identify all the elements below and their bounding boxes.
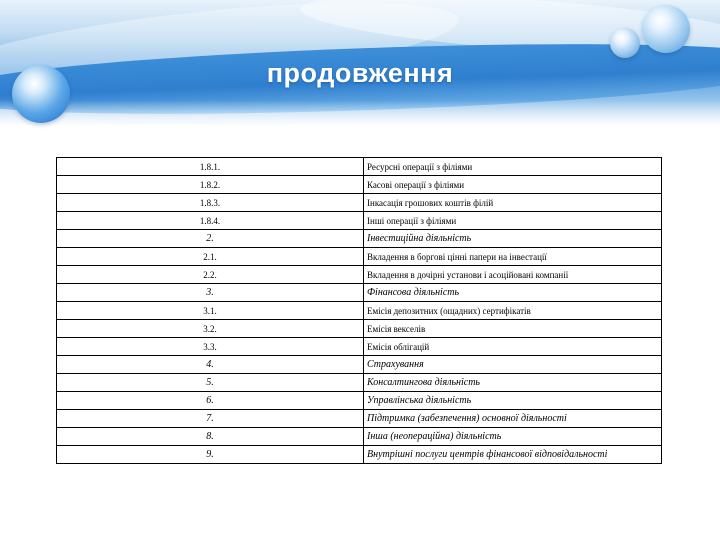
row-code: 6. [57,392,364,410]
row-name: Інші операції з філіями [364,212,662,230]
row-name: Підтримка (забезпечення) основної діяльності [364,410,662,428]
table-row [57,356,662,374]
row-name: Фінансова діяльність [364,284,662,302]
row-code: 2. [57,230,364,248]
row-name: Ресурсні операції з філіями [364,158,662,176]
table-row [57,266,662,284]
table-row [57,392,662,410]
row-name: Касові операції з філіями [364,176,662,194]
activities-table [56,157,662,464]
table-row [57,410,662,428]
table-row [57,302,662,320]
row-name: Емісія векселів [364,320,662,338]
row-name: Інвестиційна діяльність [364,230,662,248]
row-code: 3.3. [57,338,364,356]
row-name: Інша (неопераційна) діяльність [364,428,662,446]
row-code: 8. [57,428,364,446]
table-row [57,320,662,338]
activities-table-container [56,157,662,464]
table-row [57,284,662,302]
table-row [57,158,662,176]
table-row [57,194,662,212]
row-name: Консалтингова діяльність [364,374,662,392]
row-name: Емісія облігацій [364,338,662,356]
row-code: 1.8.4. [57,212,364,230]
row-code: 1.8.1. [57,158,364,176]
row-name: Емісія депозитних (ощадних) сертифікатів [364,302,662,320]
row-code: 7. [57,410,364,428]
row-code: 3. [57,284,364,302]
row-code: 5. [57,374,364,392]
row-code: 1.8.2. [57,176,364,194]
row-name: Вкладення в боргові цінні папери на інвестації [364,248,662,266]
row-code: 2.1. [57,248,364,266]
row-name: Інкасація грошових коштів філій [364,194,662,212]
table-row [57,374,662,392]
table-row [57,338,662,356]
table-row [57,176,662,194]
bubble-icon [642,5,690,53]
table-row [57,446,662,464]
banner-fade [0,100,720,125]
table-row [57,248,662,266]
row-code: 2.2. [57,266,364,284]
row-code: 4. [57,356,364,374]
row-code: 9. [57,446,364,464]
row-code: 1.8.3. [57,194,364,212]
row-name: Страхування [364,356,662,374]
table-body [57,158,662,464]
row-name: Вкладення в дочірні установи і асоційовані компанії [364,266,662,284]
table-row [57,230,662,248]
table-row [57,428,662,446]
row-code: 3.1. [57,302,364,320]
page-title: продовження [266,58,454,88]
bubble-icon [610,28,640,58]
row-code: 3.2. [57,320,364,338]
row-name: Управлінська діяльність [364,392,662,410]
row-name: Внутрішні послуги центрів фінансової відповідальності [364,446,662,464]
table-row [57,212,662,230]
